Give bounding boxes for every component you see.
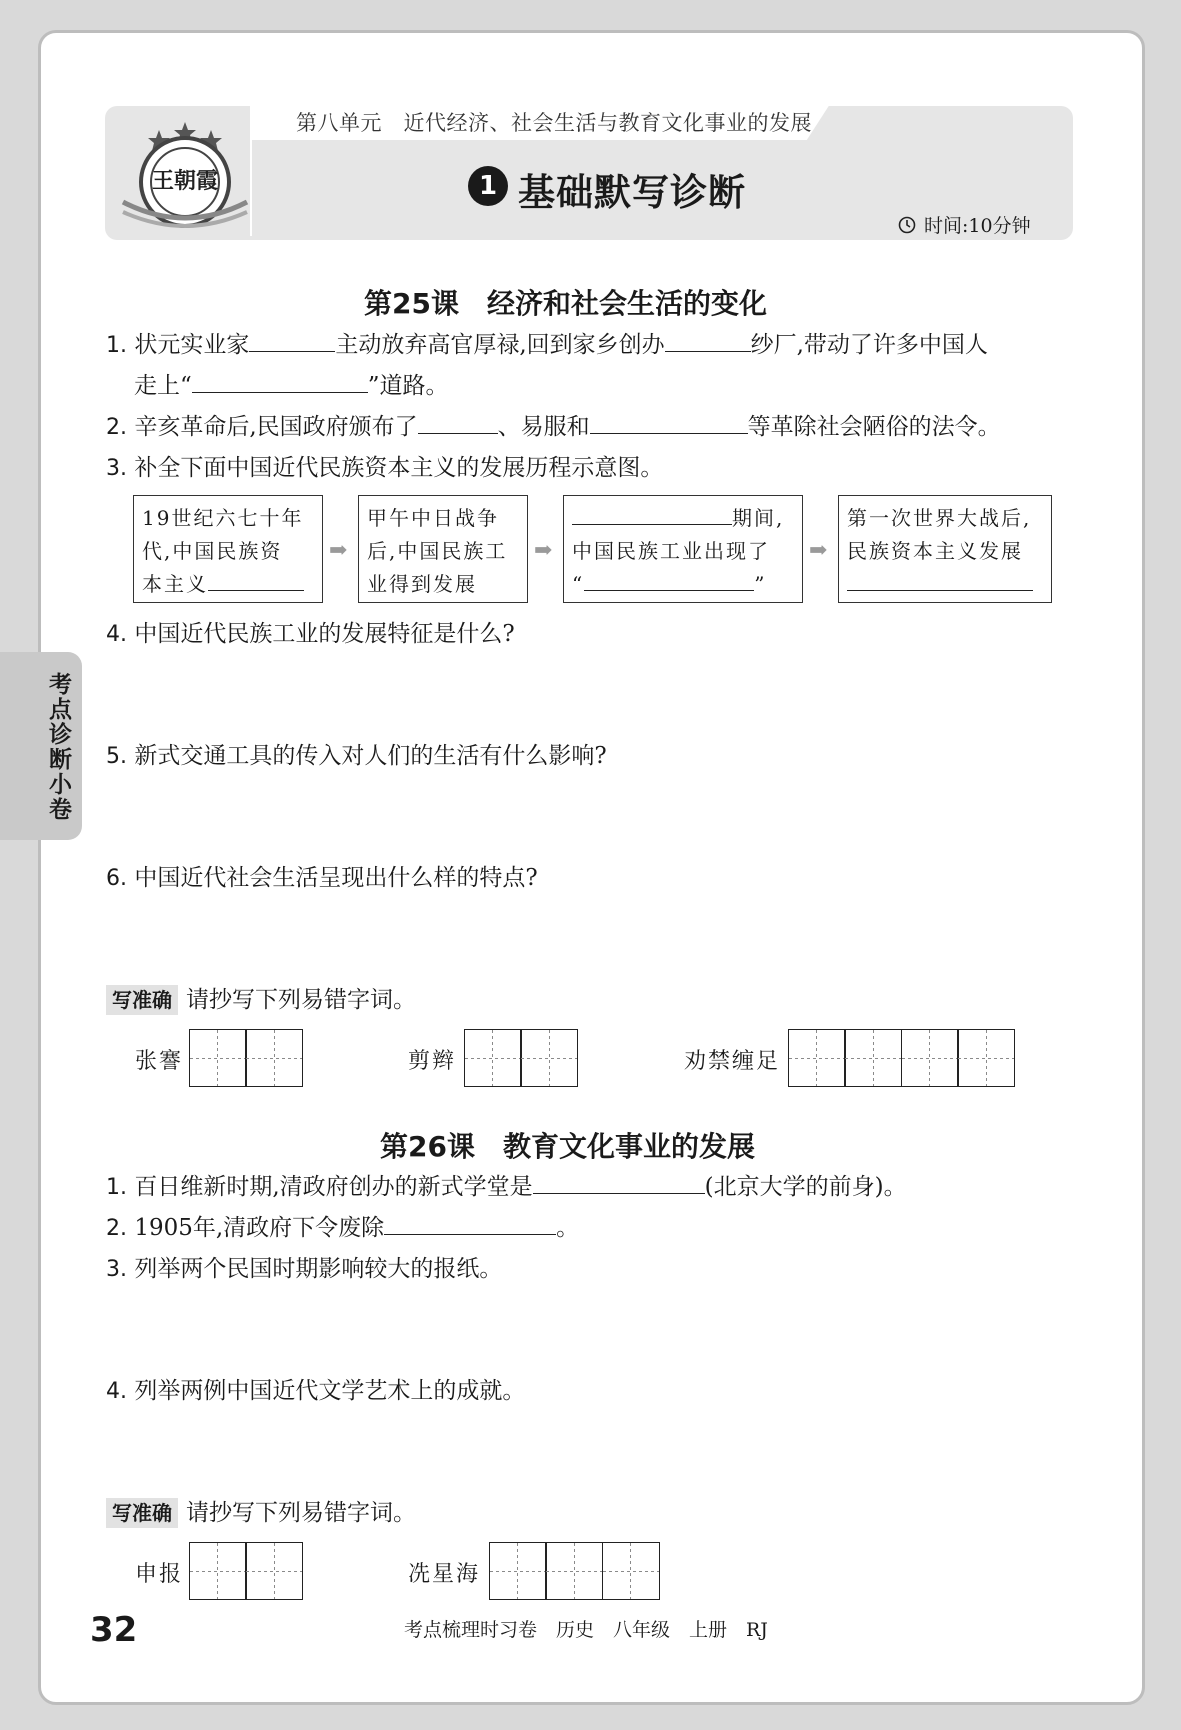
writing-grid[interactable] (789, 1029, 1015, 1087)
writing-grid[interactable] (465, 1029, 578, 1087)
writing-grid[interactable] (490, 1542, 660, 1600)
l26-q1: 1. 百日维新时期,清政府创办的新式学堂是 (北京大学的前身)。 (106, 1174, 907, 1200)
write-tag: 写准确 (106, 985, 178, 1015)
grid-cell[interactable] (602, 1542, 660, 1600)
grid-cell[interactable] (245, 1029, 303, 1087)
arrow-right-icon: ➡ (329, 538, 348, 563)
blank[interactable] (418, 432, 498, 434)
footer-book-info: 考点梳理时习卷 历史 八年级 上册 RJ (404, 1619, 768, 1641)
grid-cell[interactable] (189, 1542, 247, 1600)
l25-q4: 4. 中国近代民族工业的发展特征是什么? (106, 621, 515, 647)
blank[interactable] (192, 391, 368, 393)
blank[interactable] (208, 589, 304, 591)
l25-q5: 5. 新式交通工具的传入对人们的生活有什么影响? (106, 743, 607, 769)
grid-cell[interactable] (844, 1029, 902, 1087)
writing-grid[interactable] (190, 1542, 303, 1600)
term-label: 张謇 (135, 1049, 184, 1074)
grid-cell[interactable] (189, 1029, 247, 1087)
publisher-logo (115, 116, 255, 234)
blank[interactable] (584, 589, 754, 591)
l26-q2: 2. 1905年,清政府下令废除 。 (106, 1215, 580, 1241)
flow-box-4: 第一次世界大战后, 民族资本主义发展 (838, 495, 1052, 603)
blank[interactable] (590, 432, 748, 434)
section-title: 基础默写诊断 (518, 171, 746, 214)
blank[interactable] (665, 350, 751, 352)
term-label: 申报 (135, 1562, 184, 1587)
blank[interactable] (249, 350, 335, 352)
l25-write-instruction: 写准确 请抄写下列易错字词。 (106, 980, 416, 1020)
writing-grid[interactable] (190, 1029, 303, 1087)
grid-cell[interactable] (788, 1029, 846, 1087)
blank[interactable] (847, 589, 1033, 591)
blank[interactable] (533, 1192, 705, 1194)
grid-cell[interactable] (901, 1029, 959, 1087)
grid-cell[interactable] (489, 1542, 547, 1600)
blank[interactable] (572, 523, 732, 525)
lesson-26-title: 第26课 教育文化事业的发展 (380, 1130, 755, 1163)
grid-cell[interactable] (520, 1029, 578, 1087)
l25-q3: 3. 补全下面中国近代民族资本主义的发展历程示意图。 (106, 455, 664, 481)
time-label: 时间:10分钟 (924, 215, 1031, 237)
term-label: 剪辫 (408, 1049, 457, 1074)
arrow-right-icon: ➡ (809, 538, 828, 563)
arrow-right-icon: ➡ (534, 538, 553, 563)
section-number-badge: 1 (468, 166, 508, 206)
l25-q1-line2: 走上“ ”道路。 (134, 373, 449, 399)
grid-cell[interactable] (464, 1029, 522, 1087)
grid-cell[interactable] (245, 1542, 303, 1600)
blank[interactable] (384, 1233, 556, 1235)
side-tab-label: 考点诊断小卷 (45, 672, 71, 822)
flow-box-2: 甲午中日战争 后,中国民族工 业得到发展 (358, 495, 528, 603)
page-number: 32 (90, 1610, 138, 1650)
term-label: 冼星海 (408, 1562, 481, 1587)
l25-q1-line1: 1. 状元实业家 主动放弃高官厚禄,回到家乡创办 纱厂,带动了许多中国人 (106, 332, 988, 358)
term-label: 劝禁缠足 (684, 1049, 781, 1074)
l26-write-instruction: 写准确 请抄写下列易错字词。 (106, 1493, 416, 1533)
l25-q6: 6. 中国近代社会生活呈现出什么样的特点? (106, 865, 538, 891)
clock-icon (898, 216, 916, 234)
l25-q2: 2. 辛亥革命后,民国政府颁布了 、易服和 等革除社会陋俗的法令。 (106, 414, 1001, 440)
flow-box-3: 期间, 中国民族工业出现了 “ ” (563, 495, 803, 603)
grid-cell[interactable] (957, 1029, 1015, 1087)
flow-box-1: 19世纪六七十年 代,中国民族资 本主义 (133, 495, 323, 603)
grid-cell[interactable] (545, 1542, 603, 1600)
write-tag: 写准确 (106, 1498, 178, 1528)
lesson-25-title: 第25课 经济和社会生活的变化 (364, 287, 767, 320)
l26-q3: 3. 列举两个民国时期影响较大的报纸。 (106, 1256, 503, 1282)
logo-text: 王朝霞 (151, 168, 219, 194)
unit-title: 第八单元 近代经济、社会生活与教育文化事业的发展 (296, 111, 812, 135)
l26-q4: 4. 列举两例中国近代文学艺术上的成就。 (106, 1378, 526, 1404)
